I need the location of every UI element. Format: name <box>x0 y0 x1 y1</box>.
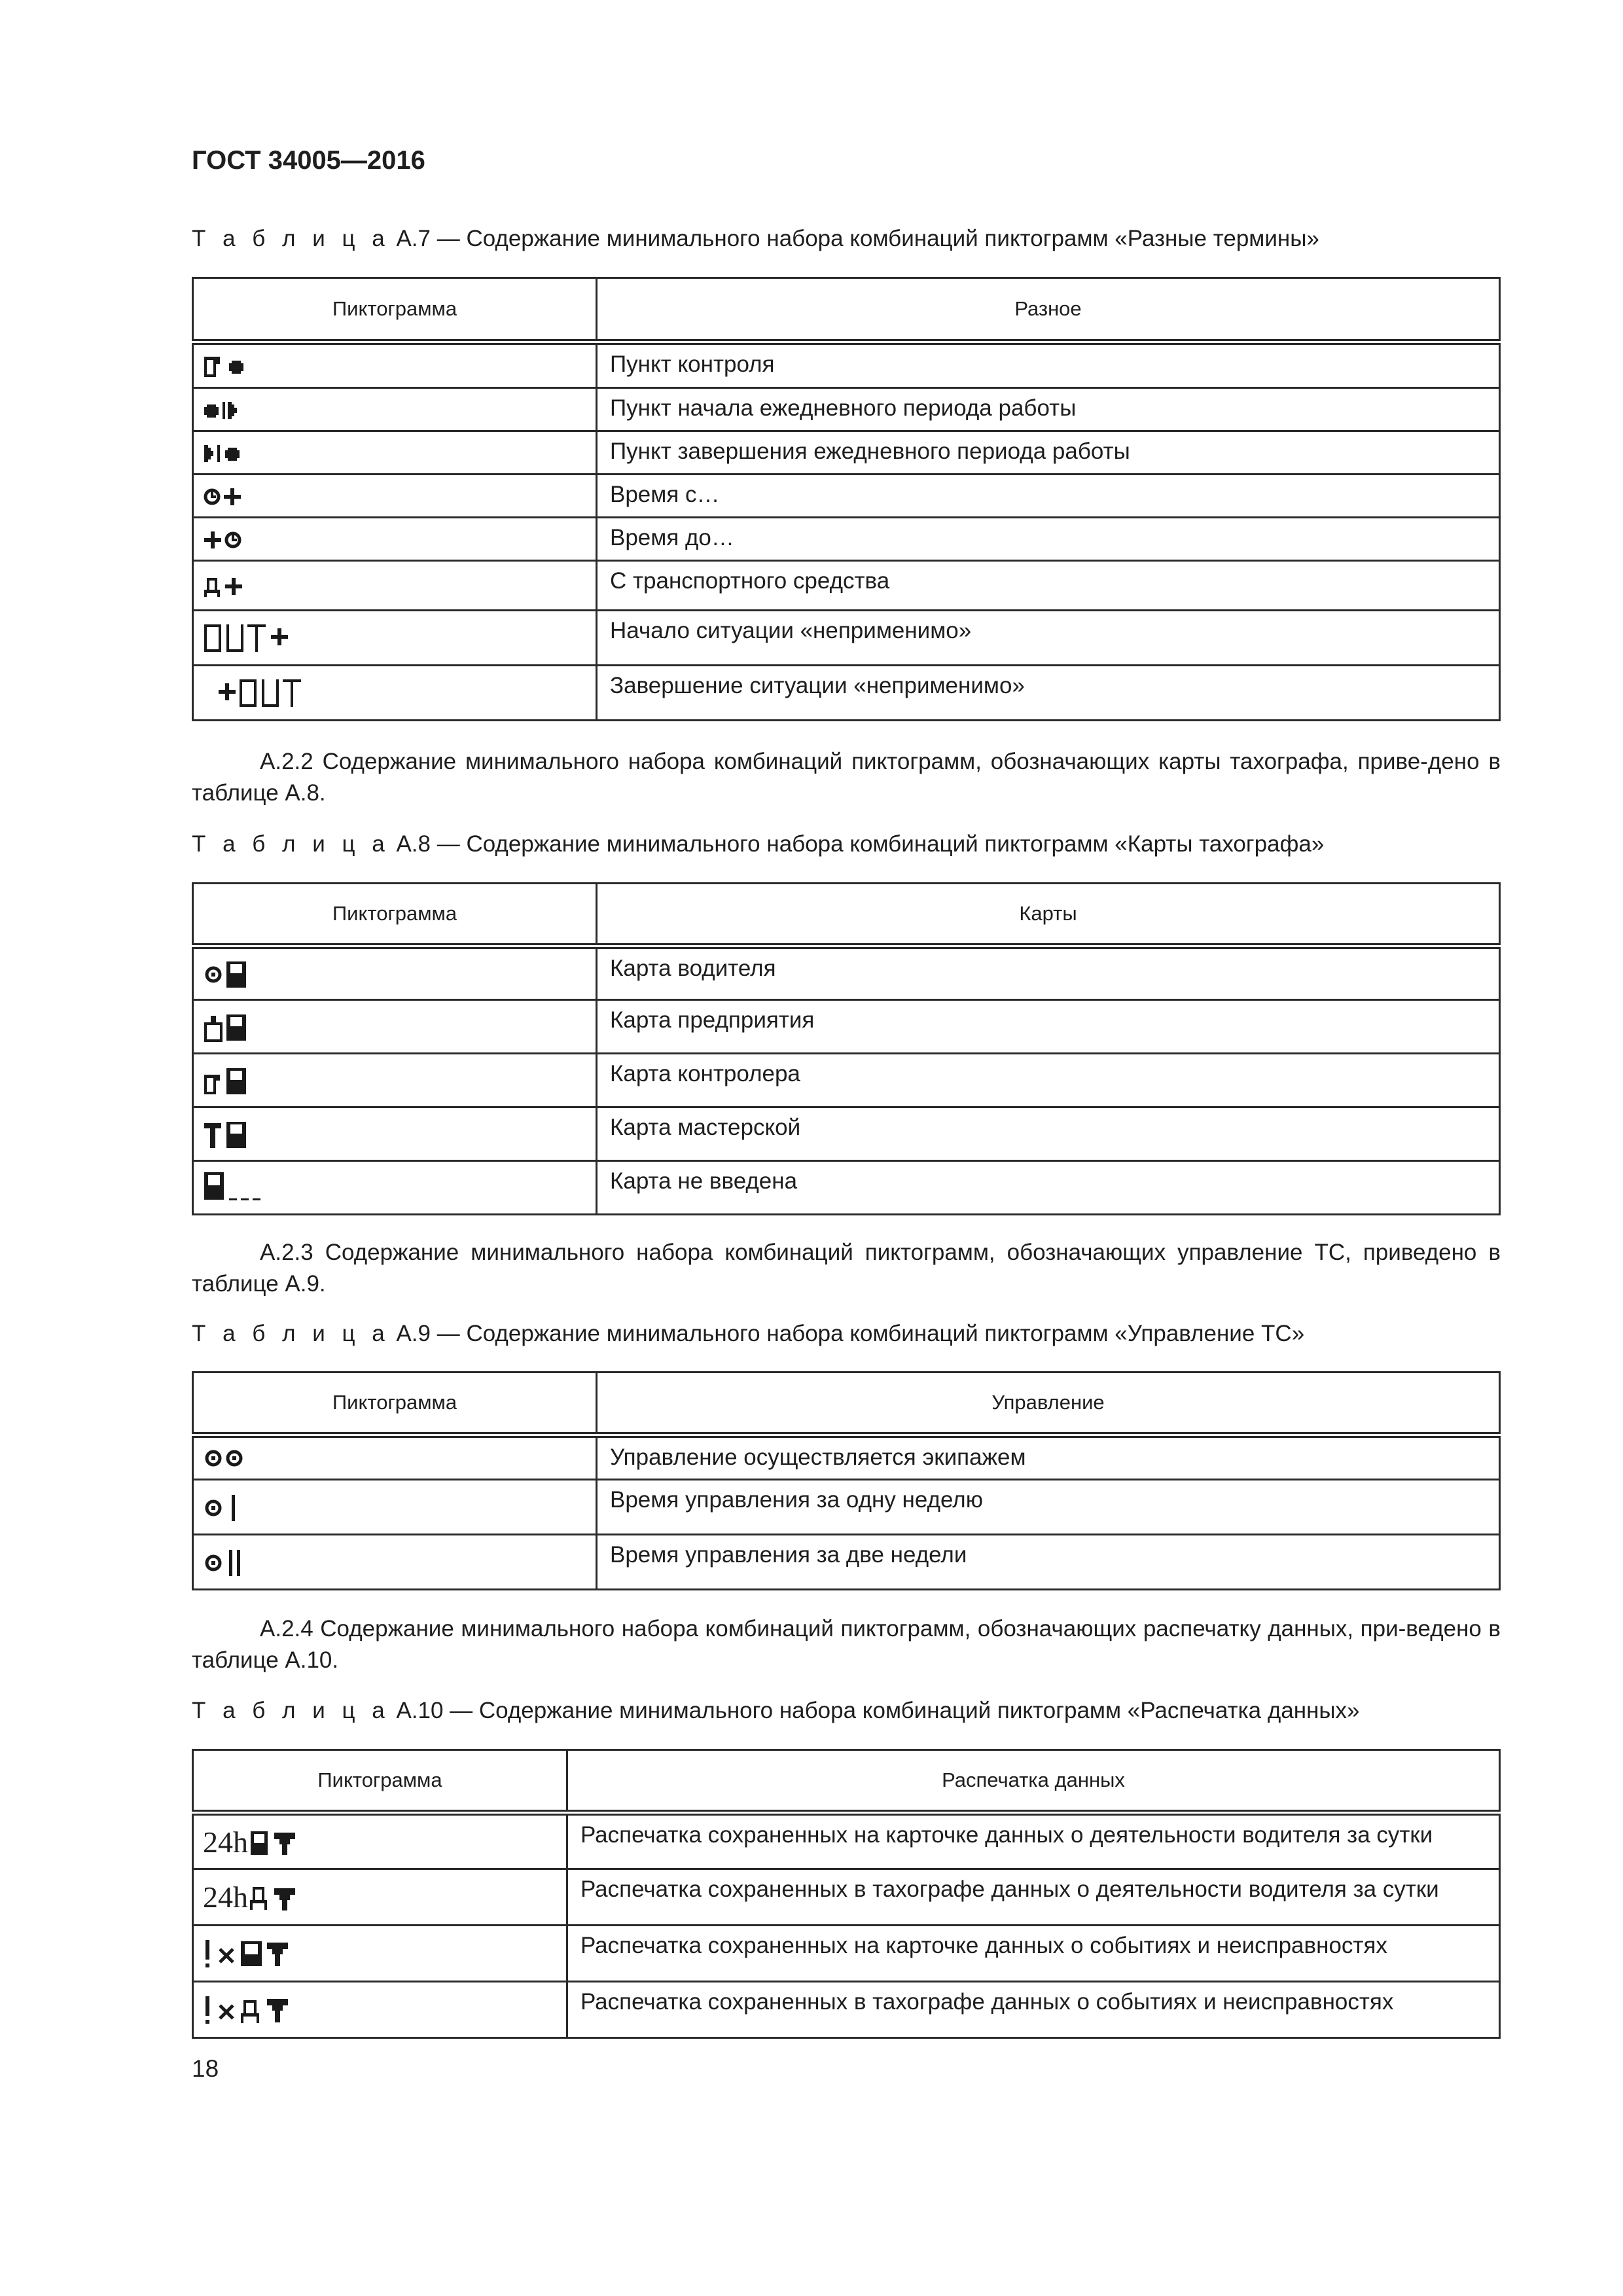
row-text: Карта предприятия <box>597 1000 1500 1054</box>
row-text: Время до… <box>597 518 1500 561</box>
table-row <box>193 1435 1500 1480</box>
out-end-icon <box>203 675 314 711</box>
card-printer-glyphs <box>248 1826 307 1857</box>
table-a9-caption <box>192 1321 1304 1347</box>
row-text: Распечатка сохраненных в тахографе данных о деятельности водителя за сутки <box>567 1869 1500 1926</box>
page-number: 18 <box>192 2055 219 2082</box>
caption-word: Т а б л и ц а <box>192 1698 390 1723</box>
row-text: Карта контролера <box>597 1054 1500 1107</box>
table-row <box>193 1535 1500 1590</box>
table-row <box>193 518 1500 561</box>
no-card-icon <box>203 1168 275 1208</box>
control-card-icon <box>203 1064 268 1097</box>
table-row <box>193 1869 1500 1926</box>
end-daily-work-icon <box>203 440 255 466</box>
row-text: Время с… <box>597 475 1500 518</box>
row-text: Карта мастерской <box>597 1107 1500 1161</box>
caption-text: А.7 — Содержание минимального набора комбинаций пиктограмм «Разные термины» <box>389 226 1319 251</box>
paragraph-a-2-3: А.2.3 Содержание минимального набора комбинаций пиктограмм, обозначающих управление ТС, приведено в таблице А.9. <box>192 1240 1501 1297</box>
table-row <box>193 1480 1500 1535</box>
driving-two-weeks-icon <box>203 1545 268 1580</box>
driver-card-icon <box>203 958 268 990</box>
time-from-icon <box>203 483 255 509</box>
print-card-events-icon <box>203 1936 321 1971</box>
table-a10-caption <box>192 1698 1360 1724</box>
out-begin-icon <box>203 620 308 656</box>
print-vu-activities-icon <box>203 1880 566 1914</box>
table-a8-caption <box>192 831 1324 857</box>
col-header-pictogram: Пиктограмма <box>193 278 597 342</box>
col-header-pictogram: Пиктограмма <box>193 1750 567 1813</box>
driving-one-week-icon <box>203 1490 268 1525</box>
col-header-pictogram: Пиктограмма <box>193 1372 597 1435</box>
table-row <box>193 561 1500 611</box>
row-text: Завершение ситуации «неприменимо» <box>597 666 1500 721</box>
24h-label: 24h <box>203 1880 248 1914</box>
table-row <box>193 342 1500 388</box>
row-text: Распечатка сохраненных на карточке данных о деятельности водителя за сутки <box>567 1813 1500 1869</box>
caption-text: А.10 — Содержание минимального набора комбинаций пиктограмм «Распечатка данных» <box>389 1698 1360 1723</box>
crew-driving-icon <box>203 1445 268 1471</box>
table-row <box>193 1107 1500 1161</box>
table-row <box>193 666 1500 721</box>
table-row <box>193 1161 1500 1215</box>
table-a9 <box>192 1371 1501 1590</box>
row-text: Распечатка сохраненных в тахографе данных о событиях и неисправностях <box>567 1982 1500 2038</box>
row-text: Пункт начала ежедневного периода работы <box>597 388 1500 431</box>
row-text: Пункт контроля <box>597 342 1500 388</box>
24h-label: 24h <box>203 1825 248 1859</box>
caption-word: Т а б л и ц а <box>192 1321 390 1346</box>
table-row <box>193 1000 1500 1054</box>
table-row <box>193 431 1500 475</box>
table-a7 <box>192 277 1501 721</box>
col-header-misc: Разное <box>597 278 1500 342</box>
paragraph-a-2-2: А.2.2 Содержание минимального набора комбинаций пиктограмм, обозначающих карты тахографа, приве-дено в таблице А.8. <box>192 749 1501 806</box>
table-row <box>193 946 1500 1000</box>
table-row <box>193 1926 1500 1982</box>
company-card-icon <box>203 1011 268 1043</box>
vehicle-printer-glyphs <box>248 1882 307 1913</box>
workshop-card-icon <box>203 1118 268 1151</box>
table-row <box>193 388 1500 431</box>
print-card-activities-icon <box>203 1825 566 1859</box>
row-text: Распечатка сохраненных на карточке данных о событиях и неисправностях <box>567 1926 1500 1982</box>
row-text: С транспортного средства <box>597 561 1500 611</box>
time-to-icon <box>203 526 255 552</box>
col-header-driving: Управление <box>597 1372 1500 1435</box>
row-text: Начало ситуации «неприменимо» <box>597 611 1500 666</box>
row-text: Карта водителя <box>597 946 1500 1000</box>
row-text: Пункт завершения ежедневного периода работы <box>597 431 1500 475</box>
control-place-icon <box>203 353 255 379</box>
col-header-cards: Карты <box>597 884 1500 946</box>
table-row <box>193 1813 1500 1869</box>
from-vehicle-icon <box>203 573 255 599</box>
row-text: Управление осуществляется экипажем <box>597 1435 1500 1480</box>
col-header-pictogram: Пиктограмма <box>193 884 597 946</box>
caption-word: Т а б л и ц а <box>192 831 390 857</box>
col-header-printout: Распечатка данных <box>567 1750 1500 1813</box>
table-row <box>193 475 1500 518</box>
table-row <box>193 611 1500 666</box>
row-text: Время управления за две недели <box>597 1535 1500 1590</box>
start-daily-work-icon <box>203 397 255 423</box>
table-row <box>193 1054 1500 1107</box>
table-a8 <box>192 882 1501 1215</box>
print-vu-events-icon <box>203 1992 321 2028</box>
caption-text: А.8 — Содержание минимального набора комбинаций пиктограмм «Карты тахографа» <box>389 831 1325 857</box>
row-text: Карта не введена <box>597 1161 1500 1215</box>
row-text: Время управления за одну неделю <box>597 1480 1500 1535</box>
paragraph-a-2-4: А.2.4 Содержание минимального набора комбинаций пиктограмм, обозначающих распечатку данных, при-ведено в таблице А.10. <box>192 1616 1501 1673</box>
table-row <box>193 1982 1500 2038</box>
caption-word: Т а б л и ц а <box>192 226 390 251</box>
table-a7-caption <box>192 226 1319 252</box>
caption-text: А.9 — Содержание минимального набора комбинаций пиктограмм «Управление ТС» <box>389 1321 1305 1346</box>
table-a10 <box>192 1749 1501 2039</box>
document-header: ГОСТ 34005—2016 <box>192 146 425 175</box>
